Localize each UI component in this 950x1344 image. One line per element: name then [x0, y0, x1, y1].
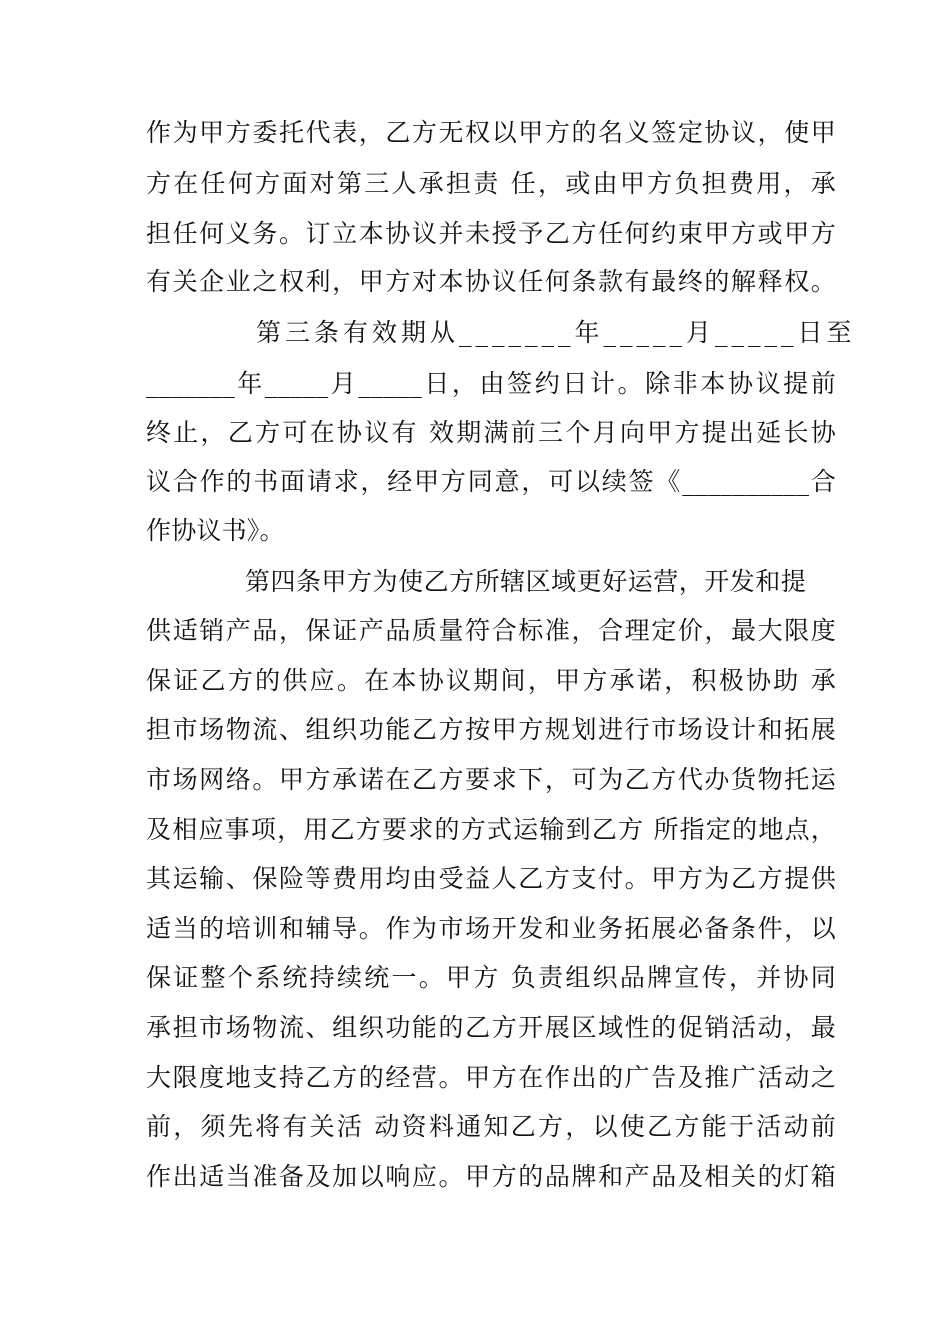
text-line-12: 保证乙方的供应。在本协议期间，甲方承诺，积极协助 承	[146, 666, 836, 695]
text-line-1: 作为甲方委托代表，乙方无权以甲方的名义签定协议，使甲	[146, 118, 836, 147]
text-line-9: 作协议书》。	[146, 516, 285, 545]
text-line-20: 大限度地支持乙方的经营。甲方在作出的广告及推广活动之	[146, 1063, 836, 1092]
text-line-18: 保证整个系统持续统一。甲方 负责组织品牌宣传，并协同	[146, 963, 836, 992]
article-four-heading-line: 第四条甲方为使乙方所辖区域更好运营，开发和提	[245, 567, 806, 596]
text-line-13: 担市场物流、组织功能乙方按甲方规划进行市场设计和拓展	[146, 715, 836, 744]
text-line-16: 其运输、保险等费用均由受益人乙方支付。甲方为乙方提供	[146, 864, 836, 893]
text-line-21: 前，须先将有关活 动资料通知乙方，以使乙方能于活动前	[146, 1112, 836, 1141]
text-line-14: 市场网络。甲方承诺在乙方要求下，可为乙方代办货物托运	[146, 765, 836, 794]
text-line-4: 有关企业之权利，甲方对本协议任何条款有最终的解释权。	[146, 267, 836, 296]
text-line-6: _______年_____月_____日，由签约日计。除非本协议提前	[146, 369, 836, 398]
text-line-22: 作出适当准备及加以响应。甲方的品牌和产品及相关的灯箱	[146, 1162, 836, 1191]
text-line-8: 议合作的书面请求，经甲方同意，可以续签《__________合	[146, 467, 836, 496]
article-three-heading-line: 第三条有效期从_______年_____月_____日至	[256, 318, 856, 347]
text-line-7: 终止，乙方可在协议有 效期满前三个月向甲方提出延长协	[146, 418, 836, 447]
text-line-15: 及相应事项，用乙方要求的方式运输到乙方 所指定的地点，	[146, 815, 836, 844]
text-line-2: 方在任何方面对第三人承担责 任，或由甲方负担费用，承	[146, 169, 836, 198]
text-line-17: 适当的培训和辅导。作为市场开发和业务拓展必备条件，以	[146, 914, 836, 943]
text-line-19: 承担市场物流、组织功能的乙方开展区域性的促销活动，最	[146, 1013, 836, 1042]
text-line-11: 供适销产品，保证产品质量符合标准，合理定价，最大限度	[146, 616, 836, 645]
text-line-3: 担任何义务。订立本协议并未授予乙方任何约束甲方或甲方	[146, 219, 836, 248]
